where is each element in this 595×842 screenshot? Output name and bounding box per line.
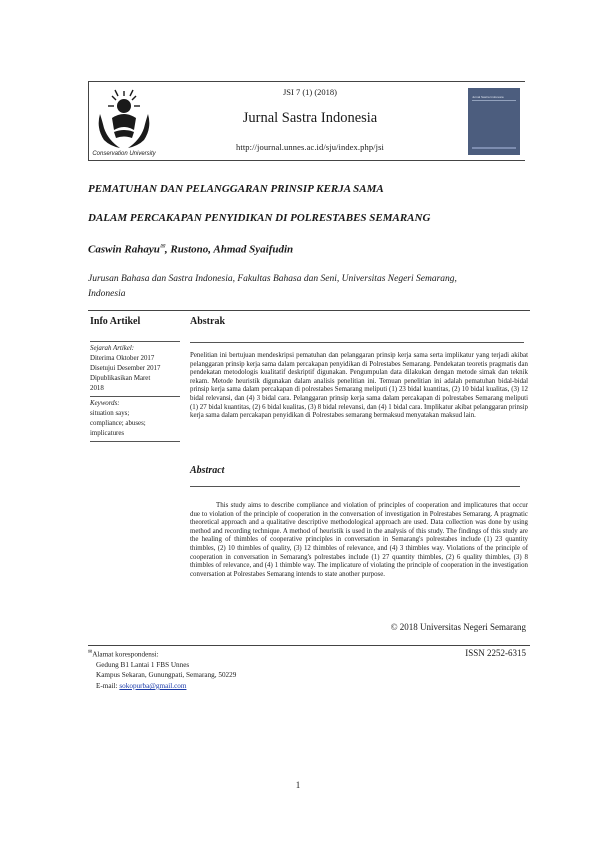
footer-rule bbox=[88, 645, 530, 646]
info-rule-2 bbox=[90, 396, 180, 397]
info-rule-1 bbox=[90, 341, 180, 342]
university-logo-icon bbox=[90, 84, 158, 158]
address-line2: Kampus Sekaran, Gunungpati, Semarang, 50229 bbox=[96, 671, 237, 680]
affiliation-line1: Jurusan Bahasa dan Sastra Indonesia, Fakultas Bahasa dan Seni, Universitas Negeri Semarang, bbox=[88, 274, 457, 284]
header-left-rule bbox=[88, 81, 89, 160]
address-line1: Gedung B1 Lantai 1 FBS Unnes bbox=[96, 660, 190, 669]
author-names-rest: , Rustono, Ahmad Syaifudin bbox=[164, 243, 294, 256]
keyword-2: compliance; abuses; bbox=[90, 420, 146, 427]
author-name-1: Caswin Rahayu bbox=[88, 243, 160, 256]
header-top-rule bbox=[88, 81, 525, 82]
page-number: 1 bbox=[295, 780, 301, 790]
history-published-2: 2018 bbox=[90, 385, 104, 392]
info-column bbox=[90, 339, 182, 444]
abstract-en-rule bbox=[190, 486, 520, 487]
journal-cover-rule bbox=[472, 100, 516, 101]
envelope-icon: ✉ bbox=[159, 244, 165, 250]
issn: ISSN 2252-6315 bbox=[465, 648, 526, 658]
info-heading: Info Artikel bbox=[90, 316, 141, 327]
header-bottom-rule bbox=[88, 160, 525, 161]
abstract-id-heading: Abstrak bbox=[190, 316, 226, 327]
article-title-line2: DALAM PERCAKAPAN PENYIDIKAN DI POLRESTABES SEMARANG bbox=[88, 212, 431, 224]
abstract-en-heading: Abstract bbox=[190, 465, 225, 476]
copyright: © 2018 Universitas Negeri Semarang bbox=[390, 622, 526, 632]
keyword-1: situation says; bbox=[90, 410, 130, 417]
journal-cover-image bbox=[468, 88, 520, 155]
affiliation bbox=[88, 272, 518, 302]
abstract-id-text: Penelitian ini bertujuan mendeskripsi pematuhan dan pelanggaran prinsip kerja sama serta implikatur yang terjadi akibat pelanggaran prinsip kerja sama dalam percakapan penyidikan di Polrestabes Semarang. Pendekatan teoretis pragmatis dan pendekatan metodologis kualitatif deskriptif digunakan. Pengumpulan data dilakukan dengan metode simak dan teknik rekam. Metode heuristik digunakan dalam analisis penelitian ini. Temuan penelitian ini adalah pematuhan bidal-bidal prinsip kerja sama dalam percakapan di polrestabes Semarang meliputi (1) 23 bidal kuantitas, (2) 10 bidal kualitas, (3) 12 bidal relevansi, dan (4) 3 bidal cara. Pelanggaran prinsip kerja sama dalam percakapan di polrestabes Semarang meliputi (1) 27 bidal kuantitas, (2) 6 bidal kualitas, (3) 8 bidal relevansi, dan (4) 1 bidal cara. Implikatur akibat pelanggaran prinsip kerja sama dalam percakapan penyidikan di Polrestabes semarang bermaksud menyatakan maksud lain. bbox=[190, 352, 528, 420]
journal-volume: JSI 7 (1) (2018) bbox=[282, 87, 338, 97]
envelope-icon: ✉ bbox=[88, 650, 93, 655]
journal-cover-band bbox=[472, 147, 516, 149]
keywords-label: Keywords: bbox=[90, 400, 120, 407]
affiliation-line2: Indonesia bbox=[88, 289, 126, 299]
abstract-id-rule bbox=[190, 342, 524, 343]
email-line: E-mail: sokopurba@gmail.com bbox=[96, 681, 187, 690]
correspondence bbox=[88, 648, 348, 691]
section-top-rule bbox=[88, 310, 530, 311]
correspondence-label: ✉Alamat korespondensi: bbox=[88, 650, 159, 659]
journal-url[interactable]: http://journal.unnes.ac.id/sju/index.php/jsi bbox=[236, 142, 384, 152]
history-received: Diterima Oktober 2017 bbox=[90, 355, 155, 362]
journal-cover-title: Jurnal Sastra Indonesia bbox=[472, 95, 504, 99]
journal-name: Jurnal Sastra Indonesia bbox=[242, 110, 378, 126]
history-label: Sejarah Artikel: bbox=[90, 345, 135, 352]
info-rule-3 bbox=[90, 441, 180, 442]
email-link[interactable]: sokopurba@gmail.com bbox=[119, 681, 187, 690]
abstract-en-text: This study aims to describe compliance and violation of principles of cooperation and implicatures that occur due to violation of the principle of cooperation in the conversation of investigation in Polrestabes Semarang. A pragmatic theoretical approach and a qualitative descriptive methodological approach are used. Data collection was done by using method and recording technique. A method of heuristik is used in the analysis of this study. The findings of this study are the healing of thimbles of cooperative principles in conversation in Semarang's polrestabes include (1) 23 quantity thimbles, (2) 10 thimbles of quality, (3) 12 thimbles of relevance, and (4) 3 thimbles way. Violations of the principle of cooperation in conversation in Semarang's polrestabes include (1) 27 quantity thimbles, (2) 6 quality thimbles, (3) 8 thimbles of relevance, and (4) 1 thimble way. The implicature of violating the principle of cooperation in the investigation conversation at Polrestabes Semarang intends to state another purpose. bbox=[190, 502, 528, 578]
history-approved: Disetujui Desember 2017 bbox=[90, 365, 161, 372]
history-published-1: Dipublikasikan Maret bbox=[90, 375, 151, 382]
svg-text:Conservation University: Conservation University bbox=[92, 151, 156, 157]
keyword-3: implicatures bbox=[90, 430, 125, 437]
author-list bbox=[88, 243, 293, 256]
article-title-line1: PEMATUHAN DAN PELANGGARAN PRINSIP KERJA SAMA bbox=[88, 183, 384, 195]
university-logo bbox=[90, 84, 158, 158]
